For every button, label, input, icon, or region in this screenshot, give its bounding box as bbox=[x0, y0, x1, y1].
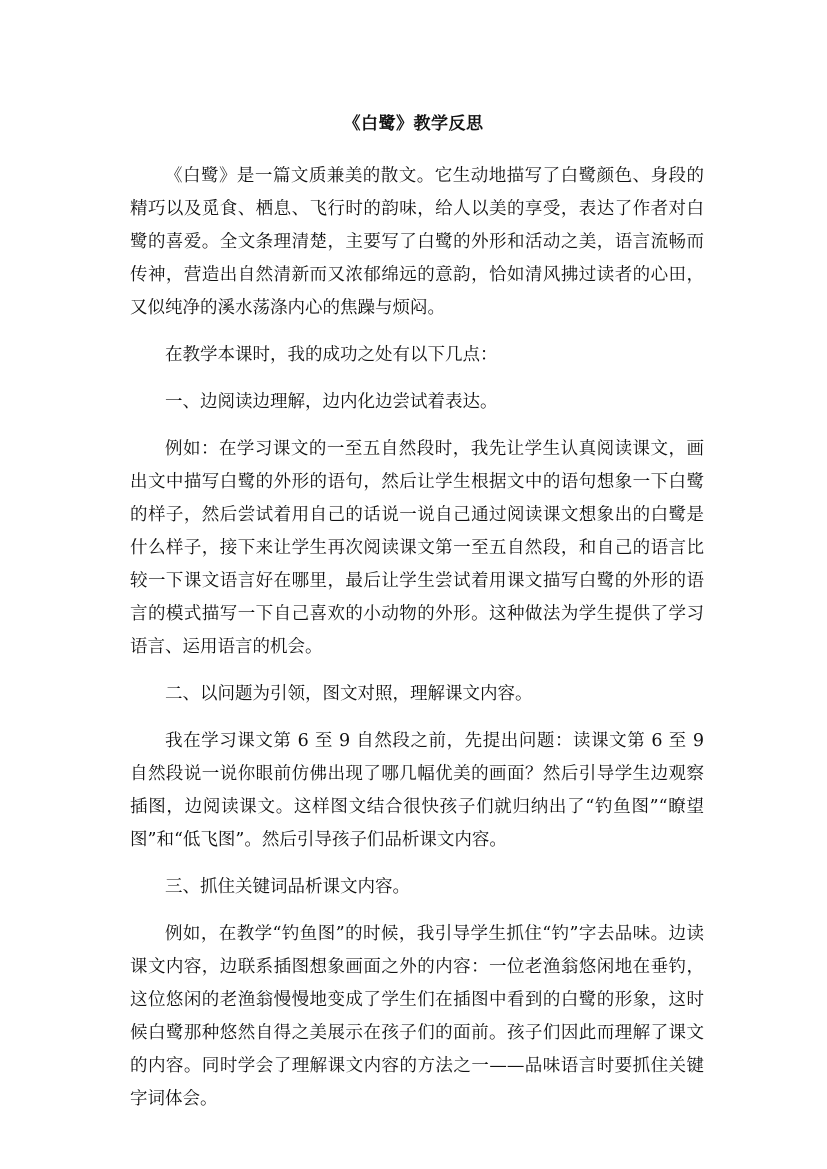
paragraph-example-three: 例如，在教学“钓鱼图”的时候，我引导学生抓住“钓”字去品味。边读课文内容，边联系插图想象画面之外的内容：一位老渔翁悠闲地在垂钓，这位悠闲的老渔翁慢慢地变成了学生们在插图中看到的白鹭的形象，这时候白鹭那种悠然自得之美展示在孩子们的面前。孩子们因此而理解了课文的内容。同时学会了理解课文内容的方法之一——品味语言时要抓住关键字词体会。 bbox=[130, 924, 704, 1109]
heading-point-three: 三、抓住关键词品析课文内容。 bbox=[165, 877, 410, 897]
paragraph-success-points: 在教学本课时，我的成功之处有以下几点： bbox=[165, 345, 498, 365]
paragraph-intro: 《白鹭》是一篇文质兼美的散文。它生动地描写了白鹭颜色、身段的精巧以及觅食、栖息、飞行时的韵味，给人以美的享受，表达了作者对白鹭的喜爱。全文条理清楚，主要写了白鹭的外形和活动之美，语言流畅而传神，营造出自然清新而又浓郁绵远的意韵，恰如清风拂过读者的心田，又似纯净的溪水荡涤内心的焦躁与烦闷。 bbox=[130, 166, 704, 318]
page-title: 《白鹭》教学反思 bbox=[343, 114, 484, 134]
heading-point-two: 二、以问题为引领，图文对照，理解课文内容。 bbox=[165, 684, 533, 704]
paragraph-example-two: 我在学习课文第 6 至 9 自然段之前，先提出问题：读课文第 6 至 9 自然段说一说你眼前仿佛出现了哪几幅优美的画面？然后引导学生边观察插图，边阅读课文。这样图文结合很快孩子们就归纳出了“钓鱼图”“瞭望图”和“低飞图”。然后引导孩子们品析课文内容。 bbox=[130, 731, 704, 850]
paragraph-example-one: 例如：在学习课文的一至五自然段时，我先让学生认真阅读课文，画出文中描写白鹭的外形的语句，然后让学生根据文中的语句想象一下白鹭的样子，然后尝试着用自己的话说一说自己通过阅读课文想象出的白鹭是什么样子，接下来让学生再次阅读课文第一至五自然段，和自己的语言比较一下课文语言好在哪里，最后让学生尝试着用课文描写白鹭的外形的语言的模式描写一下自己喜欢的小动物的外形。这种做法为学生提供了学习语言、运用语言的机会。 bbox=[130, 439, 704, 657]
document-body bbox=[130, 160, 704, 1130]
heading-point-one: 一、边阅读边理解，边内化边尝试着表达。 bbox=[165, 392, 498, 412]
